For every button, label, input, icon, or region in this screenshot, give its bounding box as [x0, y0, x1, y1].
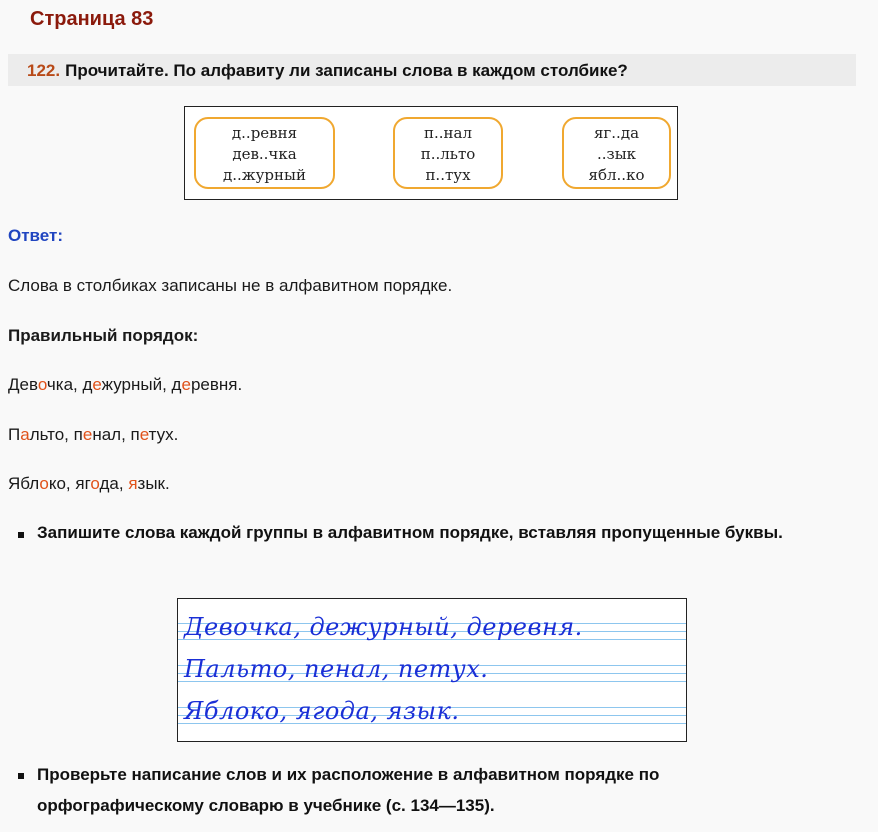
exercise-words-box: [184, 106, 678, 200]
word-line: п..нал: [423, 124, 472, 142]
word-line: ябл..ко: [588, 166, 645, 184]
answer-text: нал, п: [92, 425, 140, 444]
answer-text: Дев: [8, 375, 38, 394]
copybook-answer: [177, 598, 687, 742]
order-row-3: [8, 474, 170, 494]
highlighted-letter: е: [92, 375, 102, 394]
answer-text: журный, д: [101, 375, 182, 394]
word-line: д..ревня: [231, 124, 298, 142]
word-group-1: [194, 117, 335, 189]
word-line: п..тух: [425, 166, 471, 184]
order-row-1: [8, 375, 242, 395]
highlighted-letter: о: [39, 474, 49, 493]
answer-text: тух.: [148, 425, 179, 444]
handwritten-line-3: Яблоко, ягода, язык.: [184, 697, 460, 725]
task-number: 122.: [27, 61, 61, 80]
answer-statement: Слова в столбиках записаны не в алфавитном порядке.: [8, 276, 453, 295]
answer-text: да,: [99, 474, 129, 493]
highlighted-letter: е: [139, 425, 149, 444]
word-line: ..зык: [596, 145, 637, 163]
answer-text: ко, яг: [48, 474, 91, 493]
answer-text: П: [8, 425, 21, 444]
order-heading: Правильный порядок:: [8, 326, 199, 345]
answer-text: чка, д: [46, 375, 93, 394]
word-line: яг..да: [593, 124, 640, 142]
handwritten-line-2: Пальто, пенал, петух.: [184, 655, 489, 683]
word-line: д..журный: [223, 166, 306, 184]
highlighted-letter: я: [128, 474, 138, 493]
bullet-icon: [18, 773, 24, 779]
task-question: Прочитайте. По алфавиту ли записаны слова в каждом столбике?: [65, 61, 628, 80]
order-row-2: [8, 425, 178, 445]
word-group-3: [562, 117, 671, 189]
highlighted-letter: е: [82, 425, 93, 444]
answer-text: зык.: [137, 474, 170, 493]
handwritten-line-1: Девочка, дежурный, деревня.: [184, 613, 583, 641]
highlighted-letter: а: [20, 425, 30, 444]
answer-label: Ответ:: [8, 226, 63, 245]
task-heading: [27, 61, 628, 81]
highlighted-letter: е: [181, 375, 191, 394]
instruction-write: Запишите слова каждой группы в алфавитном порядке, вставляя пропущенные буквы.: [37, 523, 783, 542]
word-group-2: [393, 117, 503, 189]
answer-text: Ябл: [8, 474, 40, 493]
bullet-icon: [18, 532, 24, 538]
answer-text: ревня.: [190, 375, 243, 394]
word-line: дев..чка: [232, 145, 297, 163]
word-line: п..льто: [420, 145, 476, 163]
answer-text: льто, п: [29, 425, 83, 444]
highlighted-letter: о: [90, 474, 100, 493]
instruction-check: Проверьте написание слов и их расположение в алфавитном порядке по орфографическому словарю в учебнике (с. 134—135).: [37, 765, 660, 815]
page-title: Страница 83: [30, 8, 154, 30]
highlighted-letter: о: [37, 375, 47, 394]
